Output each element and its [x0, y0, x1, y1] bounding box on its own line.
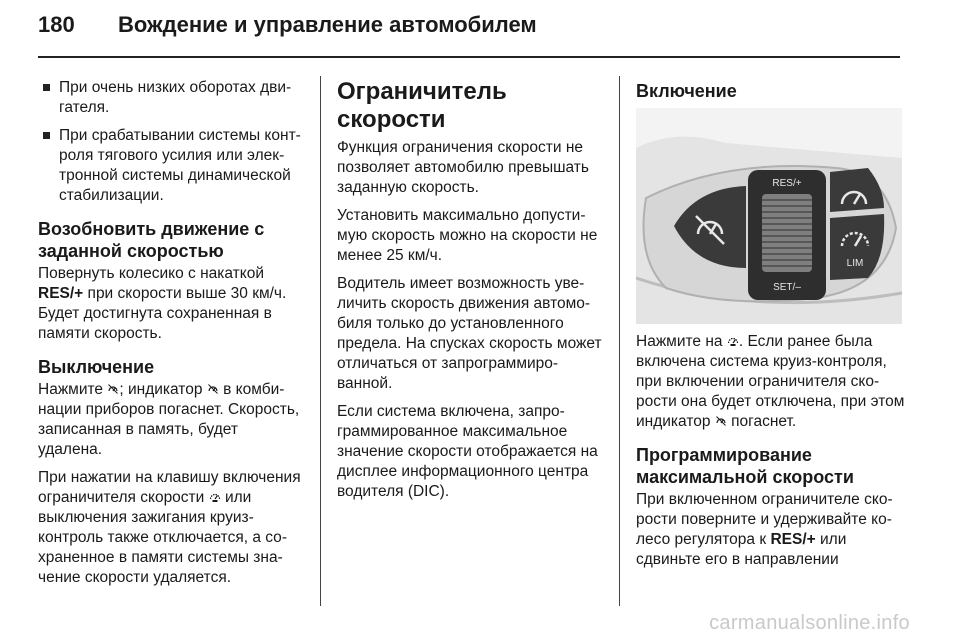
off-heading: Выключение: [38, 357, 155, 377]
set-minus-label: SET/–: [773, 282, 801, 293]
cruise-off-icon: [715, 415, 727, 427]
page-number: 180: [38, 12, 75, 37]
cruise-off-icon: [107, 383, 119, 395]
programming-paragraph: При включенном ограничителе скорости поверните и удерживайте колесо регулятора к RES/+ или сдвиньте его в направлении: [636, 491, 893, 568]
chapter-title: Вождение и управление автомобилем: [118, 12, 537, 37]
column-2: [337, 78, 607, 510]
lim-label: LIM: [846, 258, 864, 269]
speed-limiter-icon: [209, 491, 221, 503]
watermark: carmanualsonline.info: [709, 612, 910, 634]
paragraph: Функция ограничения скорости не позволяет автомобилю превышать заданную скорость.: [337, 139, 589, 196]
column-1: [38, 78, 306, 596]
switch-on-heading: Включение: [636, 81, 737, 101]
paragraph: Установить максимально допустимую скорость можно на скорости не менее 25 км/ч.: [337, 207, 598, 264]
resume-paragraph: Повернуть колесико с накаткой RES/+ при скорости выше 30 км/ч. Будет достигнута сохраненная в памяти скорость.: [38, 265, 287, 342]
bullet-item: При срабатывании системы контроля тягового усилия или электронной системы динамической стабилизации.: [38, 126, 306, 206]
off2-paragraph: При нажатии на клавишу включения ограничителя скорости или выключения зажигания круиз-контроль также отключается, а сохраненное в памяти системы значение скорости удаляется.: [38, 469, 301, 586]
column-3: [636, 78, 906, 578]
off-paragraph: Нажмите ; индикатор в комбинации приборов погаснет. Скорость, записанная в память, будет удалена.: [38, 381, 300, 458]
switch-on-paragraph: Нажмите на . Если ранее была включена система круиз-контроля, при включении ограничителя скорости она будет отключена, при этом индикатор погаснет.: [636, 333, 905, 430]
programming-heading: Программирование максимальной скорости: [636, 445, 854, 487]
bullet-item: При очень низких оборотах двигателя.: [38, 78, 306, 118]
speed-limiter-heading: Ограничитель скорости: [337, 78, 507, 133]
paragraph: Водитель имеет возможность увеличить скорость движения автомобиля только до установленного предела. На спусках скорость может отличаться от запрограммированной.: [337, 275, 602, 392]
cruise-off-icon: [207, 383, 219, 395]
paragraph: Если система включена, запрограммированное максимальное значение скорости отображается на дисплее информационного центра водителя (DIC).: [337, 403, 598, 500]
steering-wheel-controls-image: [636, 108, 902, 324]
column-divider-1: [320, 76, 321, 606]
column-divider-2: [619, 76, 620, 606]
speed-limiter-icon: [727, 335, 739, 347]
header-rule: [38, 56, 900, 58]
resume-heading: Возобновить движение с заданной скоростью: [38, 219, 265, 261]
res-plus-label: RES/+: [772, 178, 802, 189]
